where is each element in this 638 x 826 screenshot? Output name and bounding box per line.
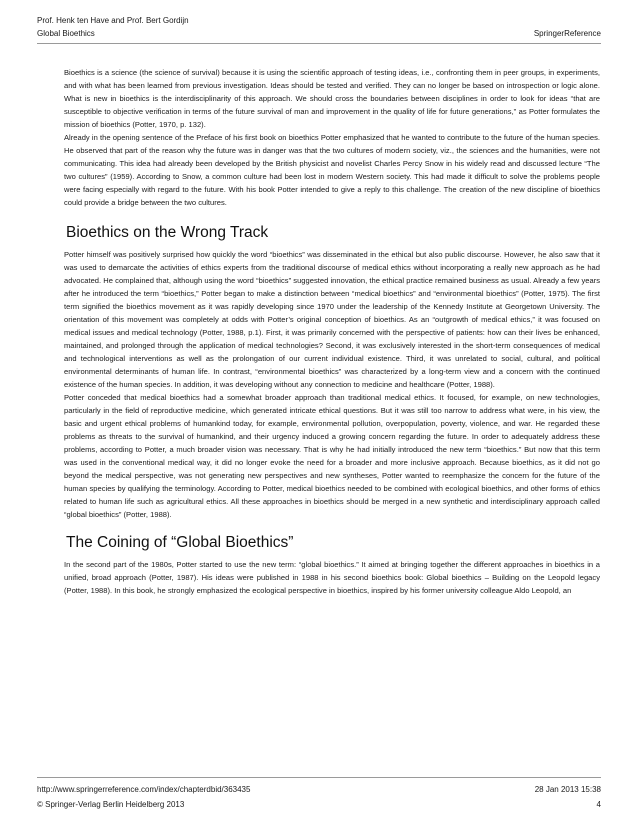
header-divider	[37, 43, 601, 44]
footer-page-number: 4	[596, 800, 601, 809]
paragraph-1: Bioethics is a science (the science of survival) because it is using the scientific approach of testing ideas, i.e., confronting them in peer groups, in experiments, and with what has been learned from previous investigation. Ideas should be tested and verified. They can no longer be based on introspection or logic alone. What is new in bioethics is the interdisciplinarity of this approach. We should cross the boundaries between disciplines in order to look for ideas “that are susceptible to objective verification in terms of the future survival of man and improvement in the quality of life for future generations,” as Potter formulates the mission of bioethics (Potter, 1970, p. 132).	[64, 68, 600, 130]
footer-timestamp: 28 Jan 2013 15:38	[534, 785, 601, 794]
footer-divider	[37, 777, 601, 778]
paragraph-2: Already in the opening sentence of the Preface of his first book on bioethics Potter emphasized that he wanted to contribute to the future of the human species. He observed that part of the reason why the future was in danger was that the two cultures of modern society, viz., the sciences and the humanities, were not communicating. This idea had already been developed by the British physicist and novelist Charles Percy Snow in his widely read and discussed lecture “The two cultures” (1959). According to Snow, a common culture had been lost in modern Western society. This had made it difficult to solve the problems people were facing especially with regard to the future. With his book Potter intended to give a reply to this challenge. The creation of the new discipline of bioethics could provide a bridge between the two cultures.	[64, 133, 600, 208]
footer-row-2	[37, 797, 601, 812]
footer-copyright: © Springer-Verlag Berlin Heidelberg 2013	[37, 800, 185, 809]
paragraph-3: Potter himself was positively surprised how quickly the word “bioethics” was disseminated in the ethical but also public discourse. However, he also saw that it was used to demarcate the activities of ethics experts from the traditional discourse of medical ethics without incorporating a really new approach as he had advocated. He complained that, although using the word “bioethics” suggested innovation, the ethical practice remained business as usual. Already a few years after he introduced the term “bioethics,” Potter began to make a distinction between “medical bioethics” and “environmental bioethics” (Potter, 1975). The first term signified the bioethics movement as it was rapidly developing since 1970 under the leadership of the Kennedy Institute at Georgetown University. The orientation of this movement was completely at odds with Potter’s original conception of bioethics. As an “outgrowth of medical ethics,” it was focused on medical issues and medical technology (Potter, 1988, p.1). First, it was primarily concerned with the perspective of patients: how can their lives be enhanced, maintained, and prolonged through the application of medical technologies? Second, it was exclusively interested in the short-term consequences of medical and technological interventions as well as the prolongation of our current individual existence. Third, it was unrelated to social, cultural, and political environmental determinants of human life. In contrast, “environmental bioethics” was characterized by a long-term view and a concern with the continued existence of the human species. In addition, it was developing without any connection to medicine and healthcare (Potter, 1988).	[64, 249, 600, 389]
header-authors: Prof. Henk ten Have and Prof. Bert Gordijn	[37, 16, 189, 25]
page-header	[37, 14, 601, 40]
section-heading-wrong-track: Bioethics on the Wrong Track	[66, 223, 269, 241]
page-footer	[37, 782, 601, 812]
paragraph-4: Potter conceded that medical bioethics had a somewhat broader approach than traditional medical ethics. It focused, for example, on new technologies, particularly in the field of reproductive medicine, which generated intricate ethical questions. But it was still too narrow to address what were, in his view, the basic and urgent ethical problems of humankind today, for example, environmental pollution, overpopulation, poverty, violence, and war. He regarded these problems as threats to the survival of humankind, and their urgency induced a growing concern regarding the future. In order to adequately address these problems, according to Potter, a much broader vision was necessary. That is why he had initially introduced the new term “bioethics.” But now that this term was used in the conventional medical way, it did no longer evoke the need for a broader and more inclusive approach. Because bioethics, as it did not go beyond the medical perspective, was not generating new perspectives and new syntheses, Potter wanted to reemphasize the concern for the future of the human species by qualifying the terminology. According to Potter, medical bioethics needed to be combined with ecological bioethics, and other forms of ethics related to human life such as agricultural ethics. All these approaches in bioethics should be merged in a new synthetic and interdisciplinary approach called “global bioethics” (Potter, 1988).	[64, 393, 600, 520]
footer-url[interactable]: http://www.springerreference.com/index/chapterdbid/363435	[37, 785, 251, 794]
document-body	[64, 66, 600, 597]
header-book-title: Global Bioethics	[37, 29, 95, 38]
paragraph-5: In the second part of the 1980s, Potter started to use the new term: “global bioethics.” It aimed at bringing together the different approaches in bioethics in a unified, broad approach (Potter, 1987). His ideas were published in 1988 in his second bioethics book: Global bioethics – Building on the Leopold legacy (Potter, 1988). In this book, he strongly emphasized the ecological perspective in bioethics, inspired by his former university colleague Aldo Leopold, an	[64, 559, 600, 595]
footer-row-1	[37, 782, 601, 797]
header-row	[37, 27, 601, 40]
header-publisher-mark: SpringerReference	[533, 29, 601, 38]
section-heading-global-bioethics: The Coining of “Global Bioethics”	[66, 533, 294, 551]
